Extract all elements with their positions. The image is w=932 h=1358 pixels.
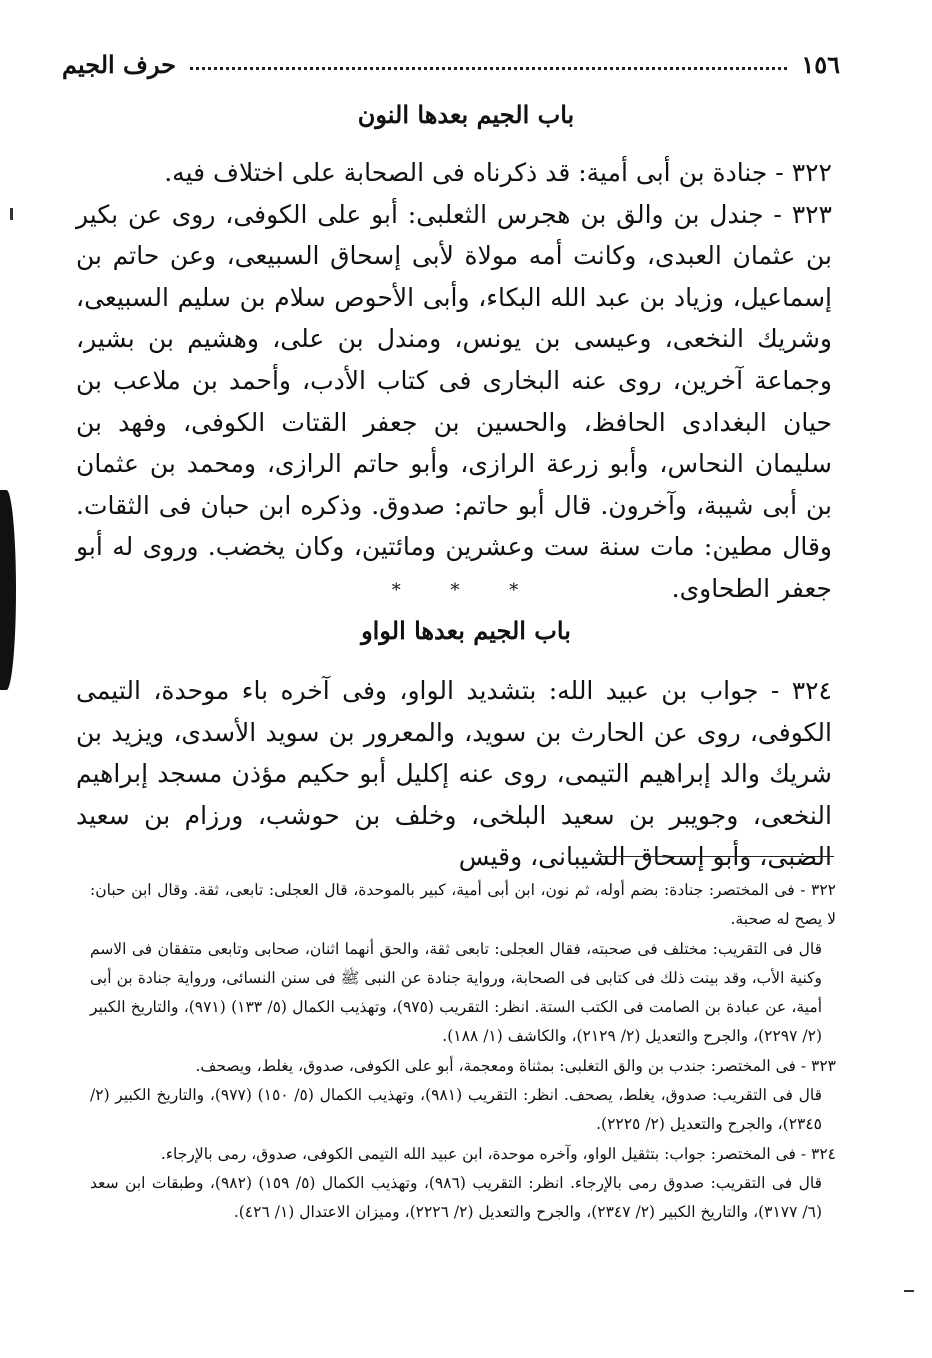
footnote: ٣٢٤ - فى المختصر: جواب: بتثقيل الواو، وآخره موحدة، ابن عبيد الله التيمى الكوفى، صدوق، رمى بالإرجاء. [160, 1144, 836, 1163]
running-header [62, 44, 840, 84]
leader-dots [190, 67, 787, 70]
footnote-rule [600, 856, 834, 857]
section-body [76, 670, 832, 878]
entry-paragraph: ٣٢٢ - جنادة بن أبى أمية: قد ذكرناه فى الصحابة على اختلاف فيه. [164, 158, 832, 187]
section-heading: باب الجيم بعدها النون [357, 100, 575, 129]
entry-paragraph: ٣٢٣ - جندل بن والق بن هجرس الثعلبى: أبو على الكوفى، روى عن بكير بن عثمان العبدى، وكانت أمه مولاة لأبى إسحاق السبيعى، وعن حاتم بن إسماعيل، وزياد بن عبد الله البكاء، وأبى الأحوص سلام بن سليم السبيعى، وشريك النخعى، وعيسى بن يونس، ومندل بن على، وهشيم بن بشير، وجماعة آخرين، روى عنه البخارى فى كتاب الأدب، وأحمد بن ملاعب بن حيان البغدادى الحافظ، والحسين بن جعفر القتات الكوفى، وفهد بن سليمان النحاس، وأبو زرعة الرازى، وأبو حاتم الرازى، ومحمد بن عثمان بن أبى شيبة، وآخرون. قال أبو حاتم: صدوق. وذكره ابن حبان فى الثقات. وقال مطين: مات سنة ست وعشرين ومائتين، وكان يخضب. وروى له أبو جعفر الطحاوى. [76, 199, 832, 603]
footnote: قال فى التقريب: مختلف فى صحبته، فقال العجلى: تابعى ثقة، والحق أنهما اثنان، صحابى وتابعى متفقان فى الاسم وكنية الأب، وقد بينت ذلك فى كتابى فى الصحابة، ورواية جنادة عن النبى ﷺ فى سنن النسائى، ورواية جنادة بن أبى أمية، عن عبادة بن الصامت فى الكتب الستة. انظر: التقريب (٩٧٥)، وتهذيب الكمال (٥/ ١٣٣) (٩٧١)، والتاريخ الكبير (٢/ ٢٢٩٧)، والجرح والتعديل (٢/ ٢١٢٩)، والكاشف (١/ ١٨٨). [90, 939, 822, 1046]
footnote: ٣٢٣ - فى المختصر: جندب بن والق التغلبى: بمثناة ومعجمة، أبو على الكوفى، صدوق، يغلط، ويصحف. [195, 1056, 836, 1075]
footnote: قال فى التقريب: صدوق رمى بالإرجاء. انظر: التقريب (٩٨٦)، وتهذيب الكمال (٥/ ١٥٩) (٩٨٢)، وطبقات ابن سعد (٦/ ٣١٧٧)، والتاريخ الكبير (٢/ ٢٣٤٧)، والجرح والتعديل (٢/ ٢٢٢٦)، وميزان الاعتدال (١/ ٤٢٦). [90, 1173, 822, 1222]
section-heading: باب الجيم بعدها الواو [361, 616, 571, 645]
footnotes [90, 876, 836, 1228]
scan-speck [10, 208, 13, 220]
page-number: ١٥٦ [801, 49, 840, 79]
scan-speck [904, 1290, 914, 1292]
section-separator: * * * [391, 580, 541, 601]
entry-paragraph: ٣٢٤ - جواب بن عبيد الله: بتشديد الواو، وفى آخره باء موحدة، التيمى الكوفى، روى عن الحارث بن سويد، والمعرور بن سويد الأسدى، ويزيد بن شريك والد إبراهيم التيمى، روى عنه إكليل أبو حكيم مؤذن مسجد إبراهيم النخعى، وجويبر بن سعيد البلخى، وخلف بن حوشب، ورزام بن سعيد الضبى، وأبو إسحاق الشيبانى، وقيس [76, 676, 832, 872]
footnote: قال فى التقريب: صدوق، يغلط، يصحف. انظر: التقريب (٩٨١)، وتهذيب الكمال (٥/ ١٥٠) (٩٧٧)، والتاريخ الكبير (٢/ ٢٣٤٥)، والجرح والتعديل (٢/ ٢٢٢٥). [90, 1086, 823, 1134]
footnote: ٣٢٢ - فى المختصر: جنادة: بضم أوله، ثم نون، ابن أبى أمية، كبير بالموحدة، قال العجلى: تابعى، ثقة. وقال ابن حبان: لا يصح له صحبة. [90, 881, 836, 929]
running-title: حرف الجيم [62, 49, 176, 79]
section-body [76, 152, 832, 610]
